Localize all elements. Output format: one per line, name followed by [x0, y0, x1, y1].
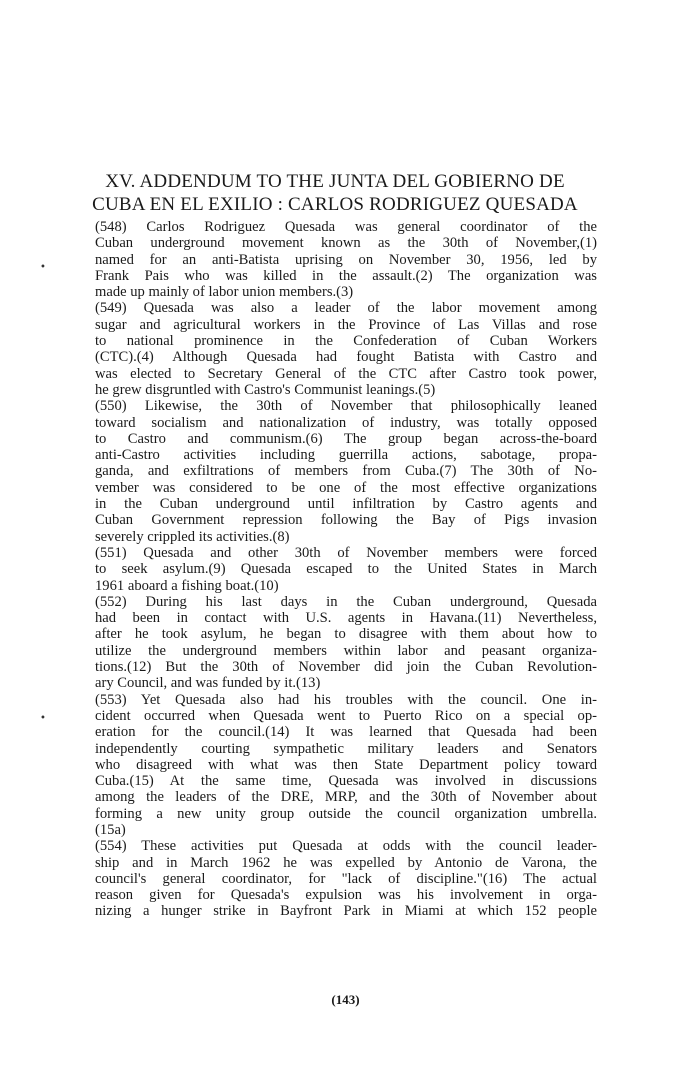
text-line: anti-Castro activities including guerrilla actions, sabotage, propa- [95, 447, 597, 464]
text-line: severely crippled its activities.(8) [95, 528, 290, 545]
text-line: who disagreed with what was then State Department policy toward [95, 756, 597, 773]
text-line: Cuba.(15) At the same time, Quesada was involved in discussions [95, 773, 597, 790]
text-line: in the Cuban underground until infiltration by Castro agents and [95, 496, 597, 513]
text-line: (554) These activities put Quesada at odds with the council leader- [95, 838, 597, 855]
text-line: (552) During his last days in the Cuban underground, Quesada [95, 593, 597, 610]
section-heading [70, 170, 600, 216]
margin-mark: • [40, 713, 46, 724]
text-line: Frank Pais who was killed in the assault.(2) The organization was [95, 267, 597, 284]
text-line: (550) Likewise, the 30th of November that philosophically leaned [95, 398, 597, 415]
margin-mark: • [40, 262, 46, 273]
text-line: vember was considered to be one of the most effective organizations [95, 479, 597, 496]
heading-line-2: CUBA EN EL EXILIO : CARLOS RODRIGUEZ QUESADA [92, 194, 578, 215]
page-number: (143) [331, 992, 360, 1007]
text-line: among the leaders of the DRE, MRP, and the 30th of November about [95, 789, 597, 806]
text-line: independently courting sympathetic military leaders and Senators [95, 740, 597, 757]
text-line: after he took asylum, he began to disagree with them about how to [95, 626, 597, 643]
text-line: Cuban underground movement known as the 30th of November,(1) [95, 235, 597, 252]
text-line: (548) Carlos Rodriguez Quesada was general coordinator of the [95, 219, 597, 235]
text-line: (551) Quesada and other 30th of November members were forced [95, 544, 597, 561]
text-line: made up mainly of labor union members.(3) [95, 284, 354, 301]
text-line: ship and in March 1962 he was expelled by Antonio de Varona, the [95, 854, 597, 871]
text-line: (CTC).(4) Although Quesada had fought Batista with Castro and [95, 349, 597, 366]
body-text [95, 219, 597, 920]
text-line: reason given for Quesada's expulsion was his involvement in orga- [95, 887, 597, 904]
text-line: cident occurred when Quesada went to Puerto Rico on a special op- [95, 707, 597, 724]
text-line: sugar and agricultural workers in the Province of Las Villas and rose [95, 316, 597, 333]
text-line: to national prominence in the Confederation of Cuban Workers [95, 333, 597, 350]
text-line: utilize the underground members within labor and peasant organiza- [95, 642, 597, 659]
text-line: ganda, and exfiltrations of members from Cuba.(7) The 30th of No- [95, 463, 597, 480]
text-line: (553) Yet Quesada also had his troubles with the council. One in- [95, 691, 597, 708]
text-line: (549) Quesada was also a leader of the labor movement among [95, 300, 597, 317]
text-line: forming a new unity group outside the council organization umbrella. [95, 805, 597, 822]
heading-line-1: XV. ADDENDUM TO THE JUNTA DEL GOBIERNO DE [105, 171, 565, 192]
text-line: 1961 aboard a fishing boat.(10) [95, 577, 279, 594]
text-line: he grew disgruntled with Castro's Communist leanings.(5) [95, 381, 436, 398]
text-line: named for an anti-Batista uprising on November 30, 1956, led by [95, 251, 597, 268]
text-line: ary Council, and was funded by it.(13) [95, 675, 321, 692]
text-line: to Castro and communism.(6) The group began across-the-board [95, 430, 597, 447]
text-line: was elected to Secretary General of the CTC after Castro took power, [95, 365, 597, 382]
text-line: to seek asylum.(9) Quesada escaped to the United States in March [95, 561, 597, 578]
text-line: toward socialism and nationalization of industry, was totally opposed [95, 414, 597, 431]
text-line: tions.(12) But the 30th of November did join the Cuban Revolution- [95, 659, 597, 676]
text-line: (15a) [95, 821, 126, 838]
text-line: had been in contact with U.S. agents in Havana.(11) Nevertheless, [95, 610, 597, 627]
text-line: council's general coordinator, for "lack of discipline."(16) The actual [95, 870, 597, 887]
text-line: Cuban Government repression following the Bay of Pigs invasion [95, 512, 597, 529]
text-line: eration for the council.(14) It was learned that Quesada had been [95, 724, 597, 741]
text-line: nizing a hunger strike in Bayfront Park in Miami at which 152 people [95, 903, 597, 920]
